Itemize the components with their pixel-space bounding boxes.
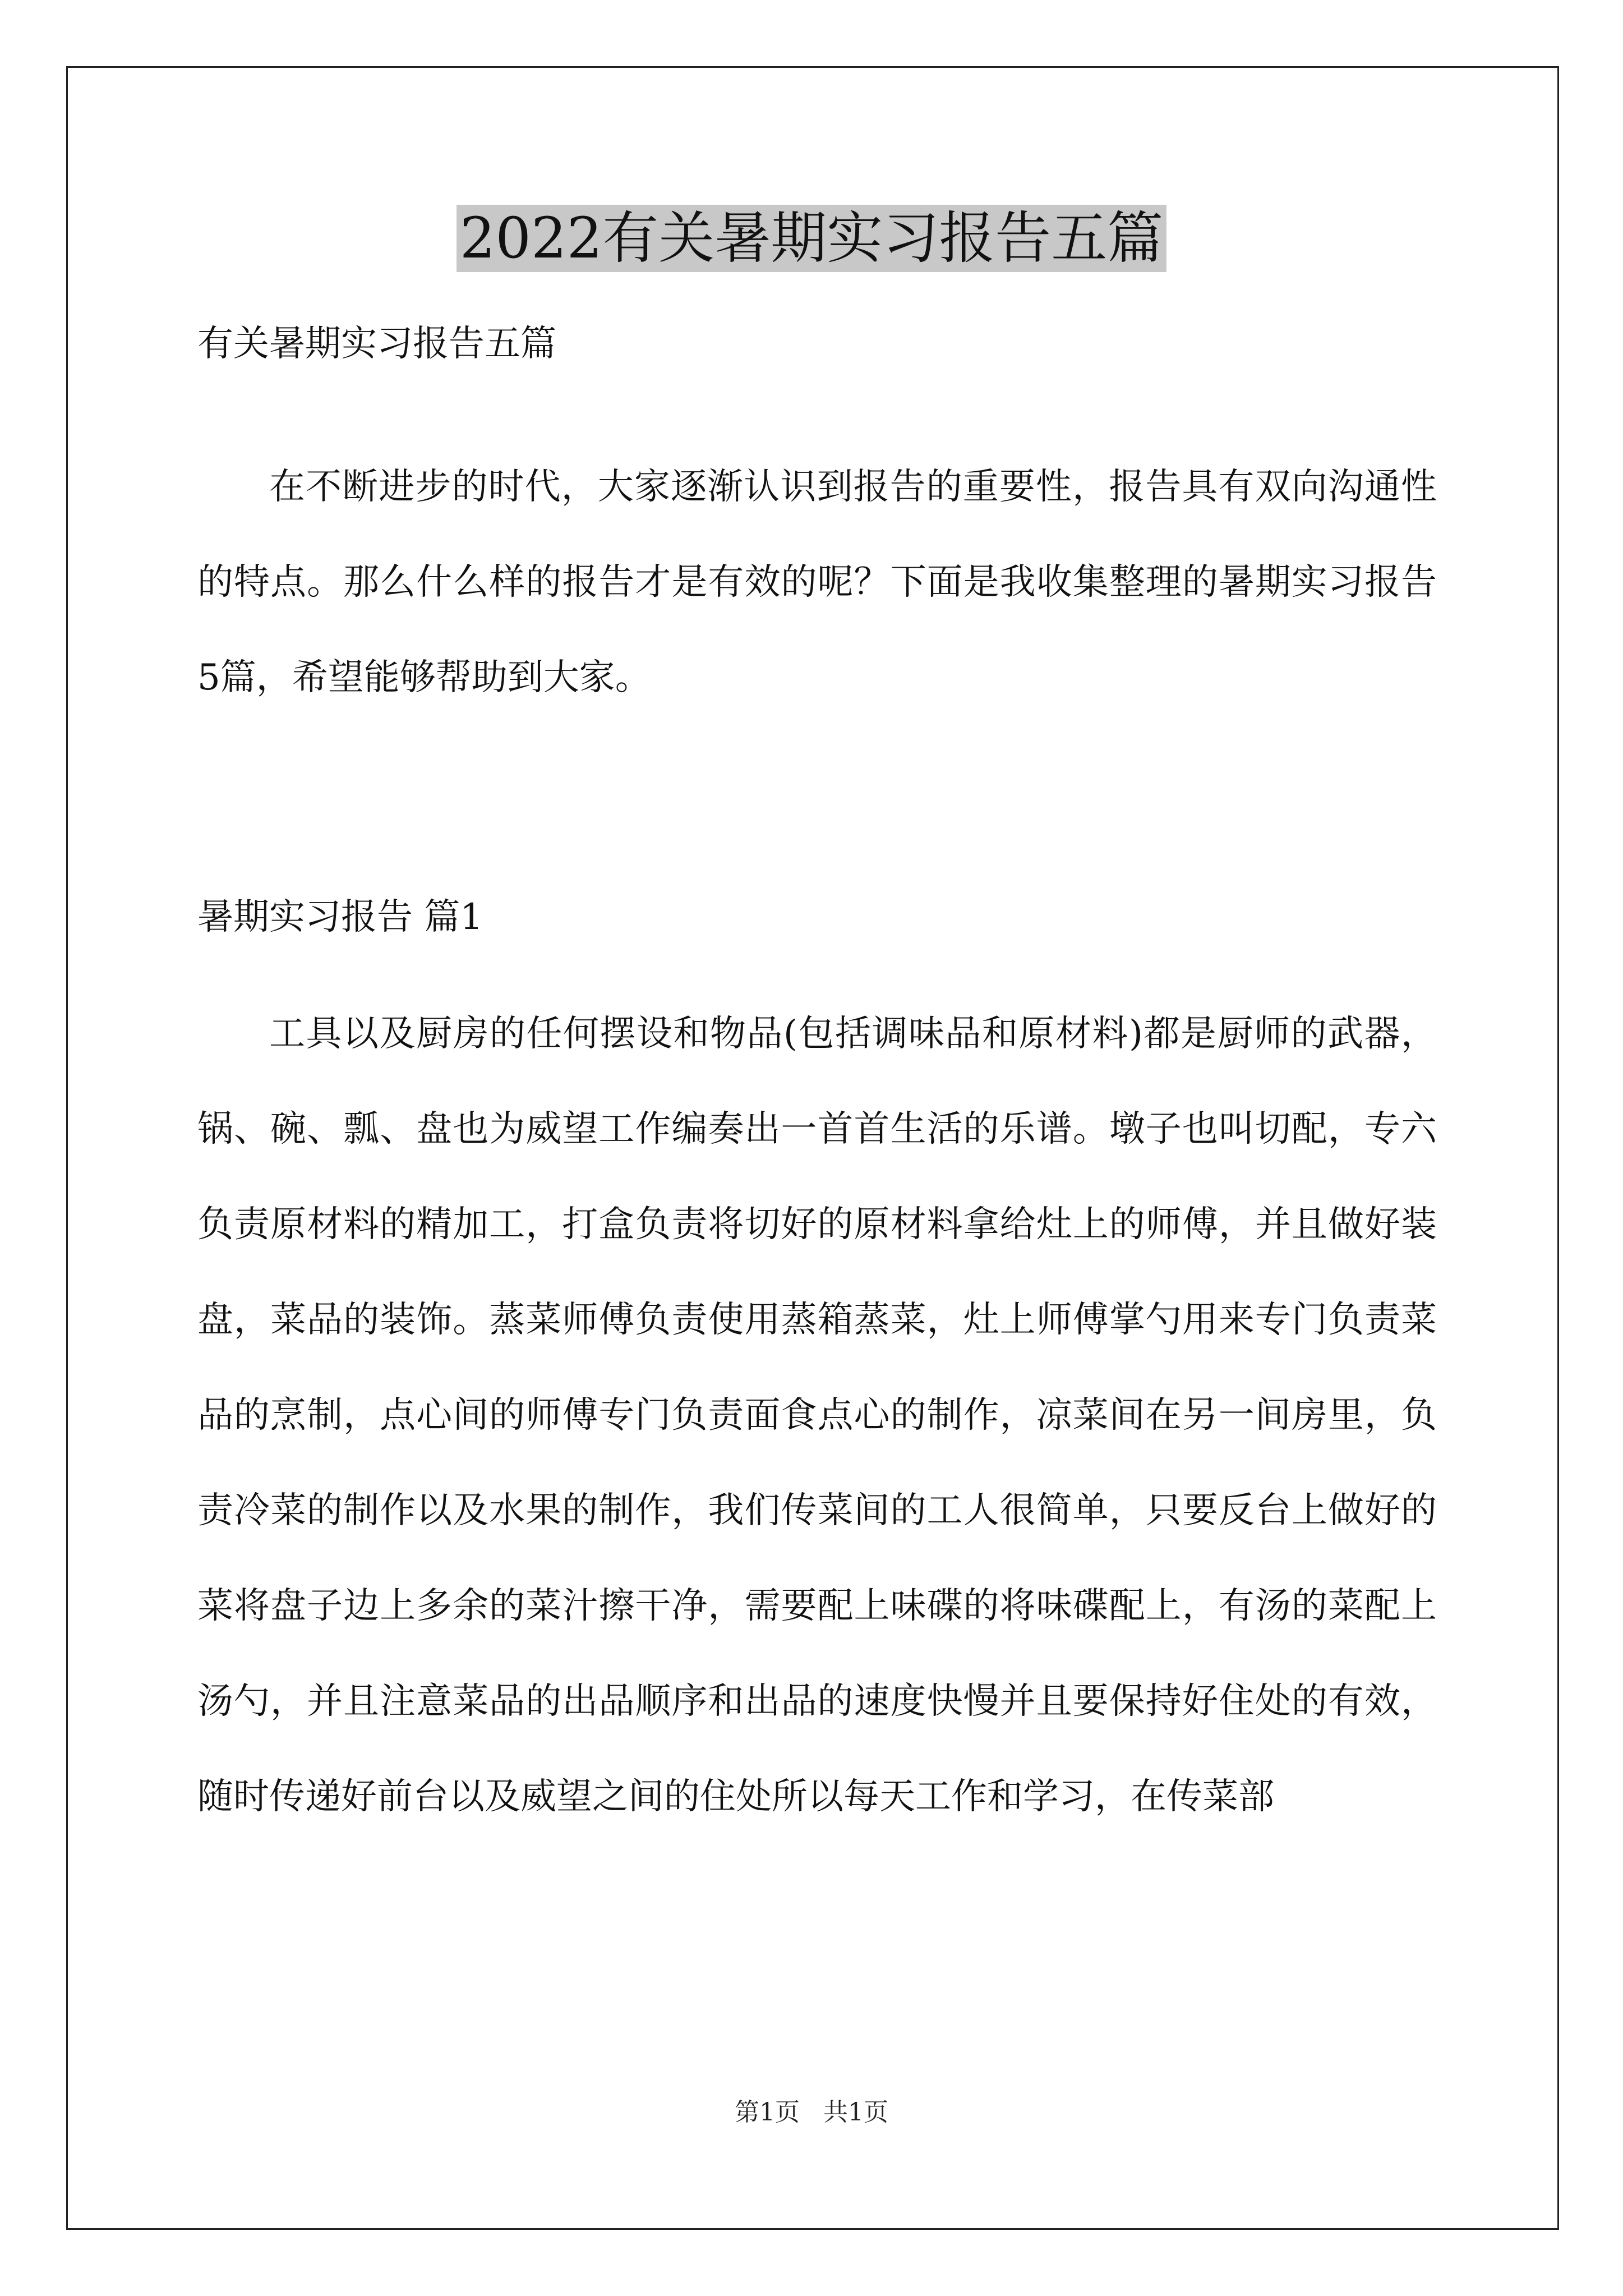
- page-footer: 第1页 共1页: [735, 2098, 888, 2127]
- document-title: [0, 205, 1623, 272]
- document-subtitle: 有关暑期实习报告五篇: [197, 323, 556, 365]
- document-title-text: 2022有关暑期实习报告五篇: [457, 205, 1167, 272]
- section-heading: 暑期实习报告 篇1: [197, 896, 483, 938]
- intro-paragraph: 在不断进步的时代，大家逐渐认识到报告的重要性，报告具有双向沟通性的特点。那么什么样的报告才是有效的呢？下面是我收集整理的暑期实习报告5篇，希望能够帮助到大家。: [197, 466, 1437, 698]
- body-paragraph: 工具以及厨房的任何摆设和物品(包括调味品和原材料)都是厨师的武器，锅、碗、瓢、盘也为威望工作编奏出一首首生活的乐谱。墩子也叫切配，专六负责原材料的精加工，打盒负责将切好的原材料拿给灶上的师傅，并且做好装盘，菜品的装饰。蒸菜师傅负责使用蒸箱蒸菜，灶上师傅掌勺用来专门负责菜品的烹制，点心间的师傅专门负责面食点心的制作，凉菜间在另一间房里，负责冷菜的制作以及水果的制作，我们传菜间的工人很简单，只要反台上做好的菜将盘子边上多余的菜汁擦干净，需要配上味碟的将味碟配上，有汤的菜配上汤勺，并且注意菜品的出品顺序和出品的速度快慢并且要保持好住处的有效，随时传递好前台以及威望之间的住处所以每天工作和学习，在传菜部: [197, 1013, 1437, 1818]
